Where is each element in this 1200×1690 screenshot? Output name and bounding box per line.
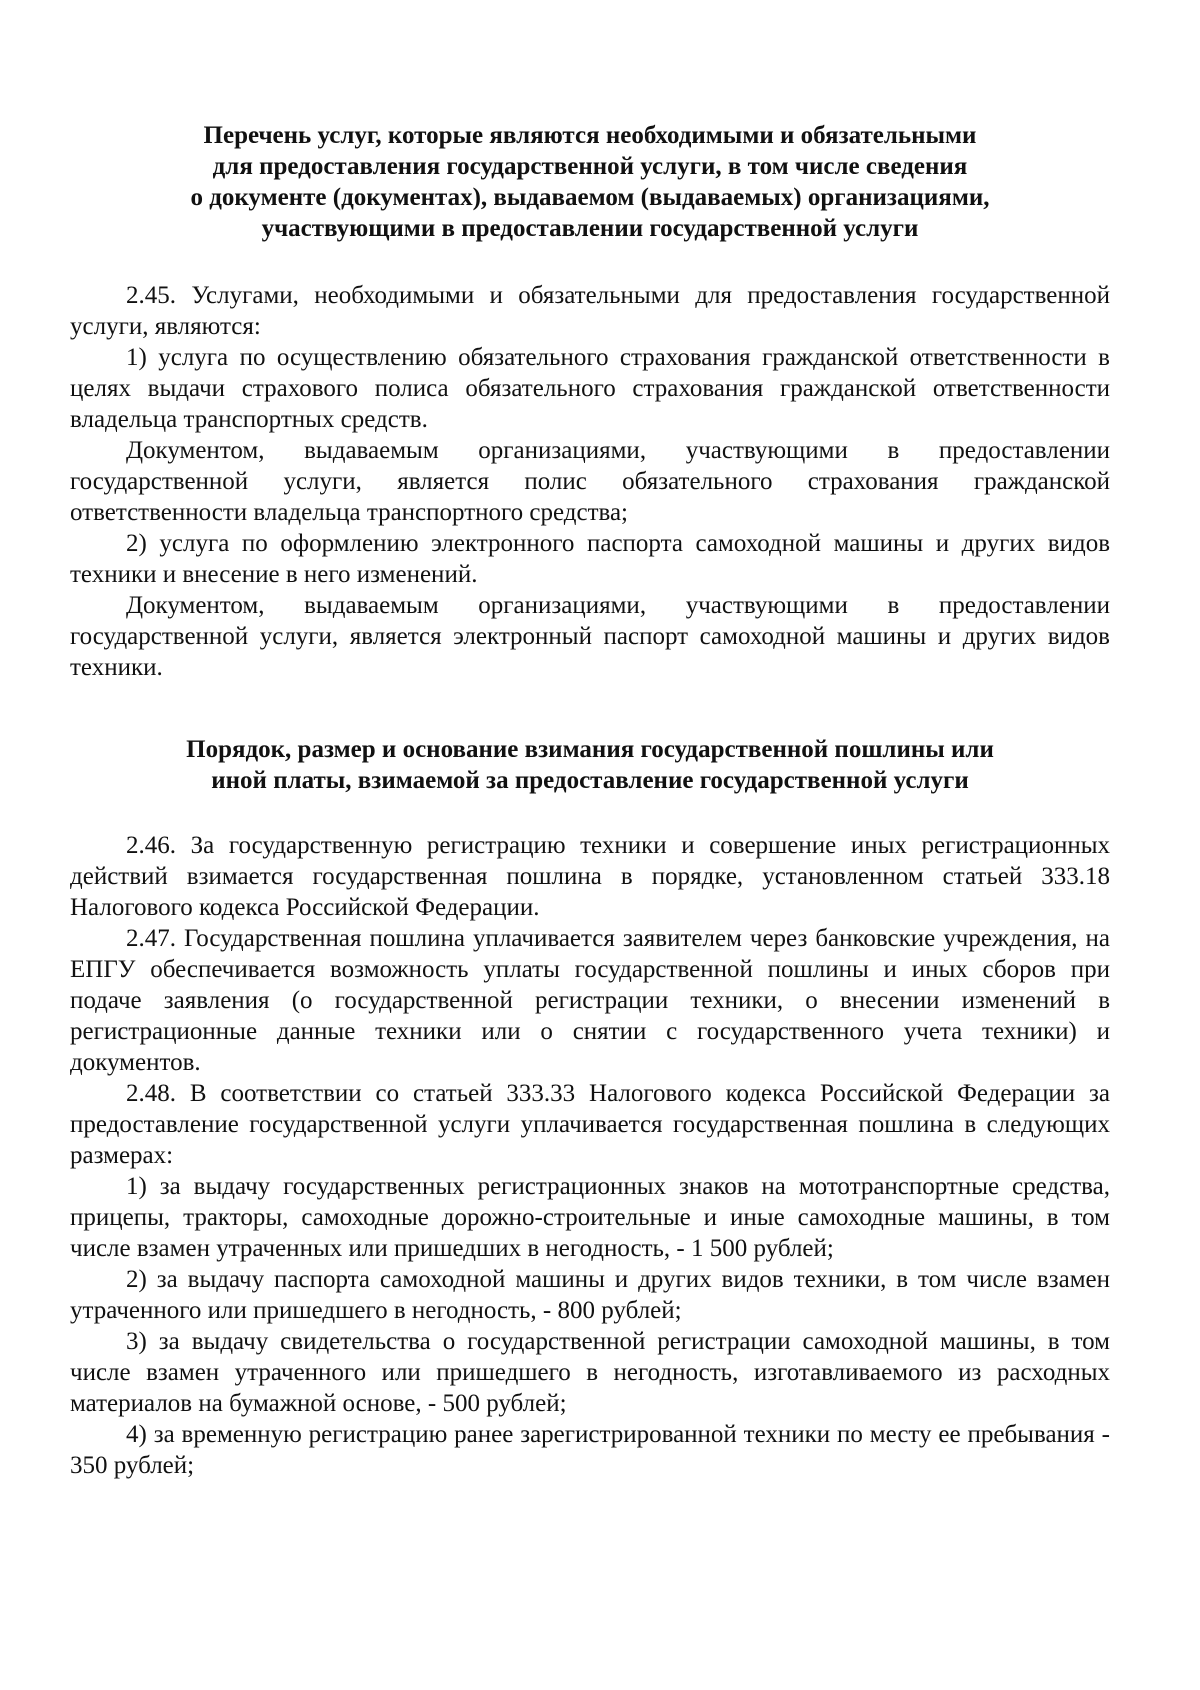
section-1-heading	[70, 120, 1110, 244]
fee-item-4: 4) за временную регистрацию ранее зарегистрированной техники по месту ее пребывания - 350 рублей;	[70, 1421, 1110, 1479]
section-1-heading-line: Перечень услуг, которые являются необходимыми и обязательными	[203, 122, 977, 149]
section-1-heading-line: для предоставления государственной услуги, в том числе сведения	[212, 153, 968, 180]
section-1-heading-line: о документе (документах), выдаваемом (выдаваемых) организациями,	[190, 184, 990, 211]
section-2-heading-line: Порядок, размер и основание взимания государственной пошлины или	[186, 736, 994, 763]
section-1-body	[70, 280, 1110, 683]
section-2-heading	[70, 734, 1110, 796]
paragraph-service-1: 1) услуга по осуществлению обязательного страхования гражданской ответственности в целях выдачи страхового полиса обязательного страхования гражданской ответственности владельца транспортных средств.	[70, 344, 1110, 433]
paragraph-2-48: 2.48. В соответствии со статьей 333.33 Налогового кодекса Российской Федерации за предоставление государственной услуги уплачивается государственная пошлина в следующих размерах:	[70, 1080, 1110, 1169]
paragraph-service-2: 2) услуга по оформлению электронного паспорта самоходной машины и других видов техники и внесение в него изменений.	[70, 530, 1110, 588]
document-page	[70, 0, 1110, 1690]
fee-item-1: 1) за выдачу государственных регистрационных знаков на мототранспортные средства, прицепы, тракторы, самоходные дорожно-строительные и иные самоходные машины, в том числе взамен утраченных или пришедших в негодность, - 1 500 рублей;	[70, 1173, 1110, 1262]
paragraph-document-2: Документом, выдаваемым организациями, участвующими в предоставлении государственной услуги, является электронный паспорт самоходной машины и других видов техники.	[70, 592, 1110, 681]
section-2-body	[70, 830, 1110, 1481]
section-2-heading-line: иной платы, взимаемой за предоставление государственной услуги	[211, 767, 969, 794]
fee-item-3: 3) за выдачу свидетельства о государственной регистрации самоходной машины, в том числе взамен утраченного или пришедшего в негодность, изготавливаемого из расходных материалов на бумажной основе, - 500 рублей;	[70, 1328, 1110, 1417]
paragraph-document-1: Документом, выдаваемым организациями, участвующими в предоставлении государственной услуги, является полис обязательного страхования гражданской ответственности владельца транспортного средства;	[70, 437, 1110, 526]
paragraph-2-46: 2.46. За государственную регистрацию техники и совершение иных регистрационных действий взимается государственная пошлина в порядке, установленном статьей 333.18 Налогового кодекса Российской Федерации.	[70, 832, 1110, 921]
fee-item-2: 2) за выдачу паспорта самоходной машины и других видов техники, в том числе взамен утраченного или пришедшего в негодность, - 800 рублей;	[70, 1266, 1110, 1324]
section-1-heading-line: участвующими в предоставлении государственной услуги	[261, 215, 919, 242]
paragraph-2-47: 2.47. Государственная пошлина уплачивается заявителем через банковские учреждения, на ЕПГУ обеспечивается возможность уплаты государственной пошлины и иных сборов при подаче заявления (о государственной регистрации техники, о внесении изменений в регистрационные данные техники или о снятии с государственного учета техники) и документов.	[70, 925, 1110, 1076]
paragraph-2-45: 2.45. Услугами, необходимыми и обязательными для предоставления государственной услуги, являются:	[70, 282, 1110, 340]
